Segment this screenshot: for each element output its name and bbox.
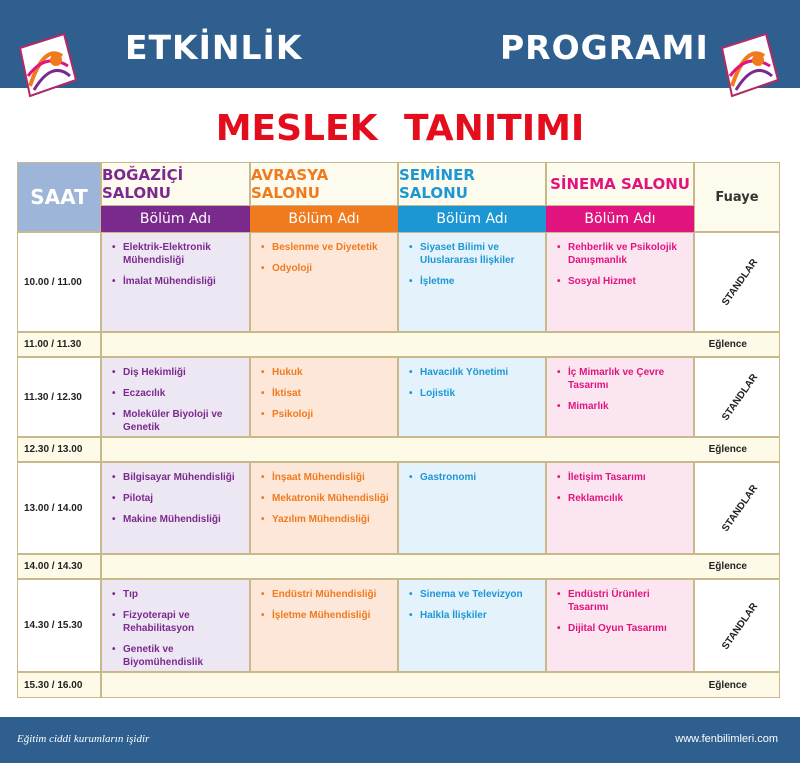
department-list <box>112 241 241 288</box>
list-item: • Lojistik <box>409 387 537 400</box>
header-banner <box>0 0 800 88</box>
list-item: • Moleküler Biyoloji ve Genetik <box>112 408 241 434</box>
break-row <box>101 437 780 462</box>
department-list <box>557 588 685 635</box>
list-item: • Gastronomi <box>409 471 537 484</box>
department-list <box>261 366 389 421</box>
hall-subheader: Bölüm Adı <box>398 206 546 232</box>
logo-left-icon <box>12 30 82 100</box>
title-right: PROGRAMI <box>500 28 709 67</box>
list-item: • Makine Mühendisliği <box>112 513 241 526</box>
time-cell: 13.00 / 14.00 <box>17 462 101 554</box>
break-label: Eğlence <box>708 561 747 572</box>
list-item: • Diş Hekimliği <box>112 366 241 379</box>
list-item: • Halkla İlişkiler <box>409 609 537 622</box>
fuaye-header: Fuaye <box>694 162 780 232</box>
hall-header: SİNEMA SALONU <box>546 162 694 206</box>
list-item: • Hukuk <box>261 366 389 379</box>
session-cell <box>101 357 250 437</box>
stand-cell <box>694 357 780 437</box>
session-cell <box>250 232 398 332</box>
list-item: • Mekatronik Mühendisliği <box>261 492 389 505</box>
list-item: • Psikoloji <box>261 408 389 421</box>
department-list <box>557 366 685 413</box>
session-cell <box>546 579 694 672</box>
session-cell <box>250 462 398 554</box>
break-time-cell: 12.30 / 13.00 <box>17 437 101 462</box>
session-cell <box>250 579 398 672</box>
break-time-cell: 15.30 / 16.00 <box>17 672 101 698</box>
schedule-table <box>17 162 780 698</box>
list-item: • Rehberlik ve Psikolojik Danışmanlık <box>557 241 685 267</box>
list-item: • Odyoloji <box>261 262 389 275</box>
list-item: • Elektrik-Elektronik Mühendisliği <box>112 241 241 267</box>
list-item: • Eczacılık <box>112 387 241 400</box>
department-list <box>112 471 241 526</box>
hall-header: SEMİNER SALONU <box>398 162 546 206</box>
break-row <box>101 554 780 579</box>
footer-slogan: Eğitim ciddi kurumların işidir <box>17 733 150 745</box>
department-list <box>409 471 537 484</box>
list-item: • İşletme <box>409 275 537 288</box>
list-item: • Genetik ve Biyomühendislik <box>112 643 241 669</box>
department-list <box>409 241 537 288</box>
break-row <box>101 672 780 698</box>
break-time-cell: 14.00 / 14.30 <box>17 554 101 579</box>
list-item: • Endüstri Mühendisliği <box>261 588 389 601</box>
hall-header: BOĞAZİÇİ SALONU <box>101 162 250 206</box>
time-cell: 10.00 / 11.00 <box>17 232 101 332</box>
session-cell <box>546 357 694 437</box>
break-row <box>101 332 780 357</box>
list-item: • Sinema ve Televizyon <box>409 588 537 601</box>
list-item: • Sosyal Hizmet <box>557 275 685 288</box>
logo-right-icon <box>714 30 784 100</box>
department-list <box>112 366 241 434</box>
break-time-cell: 11.00 / 11.30 <box>17 332 101 357</box>
stand-cell <box>694 232 780 332</box>
session-cell <box>398 579 546 672</box>
session-cell <box>250 357 398 437</box>
department-list <box>261 241 389 275</box>
list-item: • Reklamcılık <box>557 492 685 505</box>
session-cell <box>398 462 546 554</box>
list-item: • İletişim Tasarımı <box>557 471 685 484</box>
session-cell <box>101 232 250 332</box>
hall-subheader: Bölüm Adı <box>250 206 398 232</box>
stand-cell <box>694 579 780 672</box>
hall-subheader: Bölüm Adı <box>101 206 250 232</box>
session-cell <box>546 232 694 332</box>
list-item: • Endüstri Ürünleri Tasarımı <box>557 588 685 614</box>
list-item: • İşletme Mühendisliği <box>261 609 389 622</box>
break-label: Eğlence <box>708 339 747 350</box>
list-item: • Yazılım Mühendisliği <box>261 513 389 526</box>
department-list <box>261 471 389 526</box>
list-item: • İmalat Mühendisliği <box>112 275 241 288</box>
stand-label: STANDLAR <box>720 483 761 534</box>
list-item: • Beslenme ve Diyetetik <box>261 241 389 254</box>
hall-header: AVRASYA SALONU <box>250 162 398 206</box>
list-item: • İktisat <box>261 387 389 400</box>
list-item: • Mimarlık <box>557 400 685 413</box>
list-item: • Dijital Oyun Tasarımı <box>557 622 685 635</box>
stand-label: STANDLAR <box>720 257 761 308</box>
list-item: • İç Mimarlık ve Çevre Tasarımı <box>557 366 685 392</box>
list-item: • Fizyoterapi ve Rehabilitasyon <box>112 609 241 635</box>
stand-cell <box>694 462 780 554</box>
list-item: • Bilgisayar Mühendisliği <box>112 471 241 484</box>
department-list <box>409 588 537 622</box>
list-item: • Pilotaj <box>112 492 241 505</box>
time-cell: 11.30 / 12.30 <box>17 357 101 437</box>
saat-header: SAAT <box>17 162 101 232</box>
department-list <box>557 241 685 288</box>
page-title: MESLEK TANITIMI <box>215 108 585 149</box>
list-item: • Havacılık Yönetimi <box>409 366 537 379</box>
footer-bar <box>0 717 800 763</box>
stand-label: STANDLAR <box>720 372 761 423</box>
session-cell <box>398 232 546 332</box>
footer-url: www.fenbilimleri.com <box>675 733 778 745</box>
department-list <box>409 366 537 400</box>
time-cell: 14.30 / 15.30 <box>17 579 101 672</box>
department-list <box>557 471 685 505</box>
session-cell <box>101 462 250 554</box>
department-list <box>261 588 389 622</box>
list-item: • İnşaat Mühendisliği <box>261 471 389 484</box>
title-left: ETKİNLİK <box>125 28 303 67</box>
session-cell <box>546 462 694 554</box>
break-label: Eğlence <box>708 444 747 455</box>
hall-subheader: Bölüm Adı <box>546 206 694 232</box>
stand-label: STANDLAR <box>720 600 761 652</box>
session-cell <box>398 357 546 437</box>
list-item: • Tıp <box>112 588 241 601</box>
break-label: Eğlence <box>708 679 747 691</box>
session-cell <box>101 579 250 672</box>
department-list <box>112 588 241 669</box>
list-item: • Siyaset Bilimi ve Uluslararası İlişkiler <box>409 241 537 267</box>
